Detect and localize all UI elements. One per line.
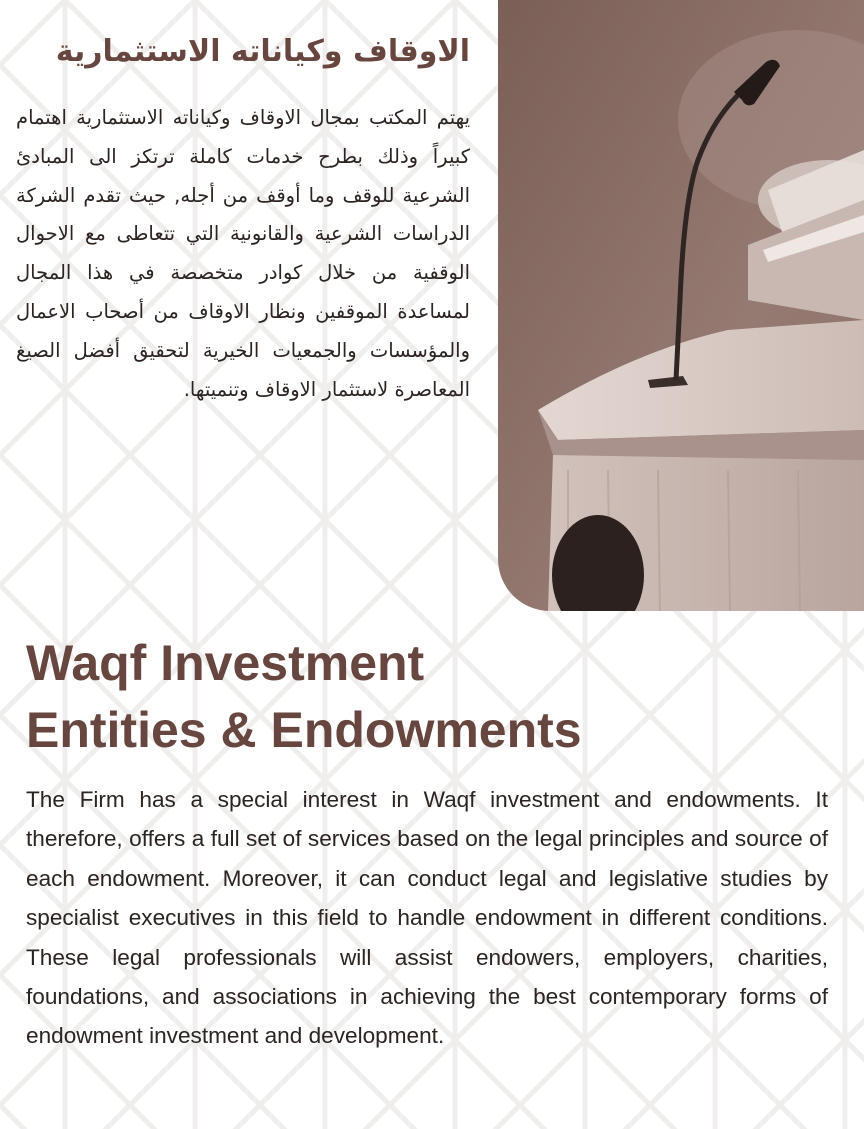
- english-section-title: [26, 630, 846, 764]
- podium-microphone-photo: [498, 0, 864, 611]
- arabic-section-title: الاوقاف وكياناته الاستثمارية: [55, 34, 470, 69]
- arabic-section-body: يهتم المكتب بمجال الاوقاف وكياناته الاستثمارية اهتمام كبيراً وذلك بطرح خدمات كاملة ترتكز الى المبادئ الشرعية للوقف وما أوقف من أجله, حيث تقدم الشركة الدراسات الشرعية والقانونية التي تتعاطى مع الاحوال الوقفية من خلال كوادر متخصصة في هذا المجال لمساعدة الموقفين ونظار الاوقاف من أصحاب الاعمال والمؤسسات والجمعيات الخيرية لتحقيق أفضل الصيغ المعاصرة لاستثمار الاوقاف وتنميتها.: [16, 106, 470, 401]
- english-title-line-2: Entities & Endowments: [26, 702, 582, 758]
- english-section-body: The Firm has a special interest in Waqf investment and endowments. It therefore, offers a full set of services based on the legal principles and source of each endowment. Moreover, it can conduct legal and legislative studies by specialist executives in this field to handle endowment in different conditions. These legal professionals will assist endowers, employers, charities, foundations, and associations in achieving the best contemporary forms of endowment investment and development.: [26, 787, 828, 1049]
- pattern-tile: [130, 390, 260, 520]
- english-title-line-1: Waqf Investment: [26, 635, 425, 691]
- pattern-tile: [260, 390, 390, 520]
- pattern-tile: [0, 390, 130, 520]
